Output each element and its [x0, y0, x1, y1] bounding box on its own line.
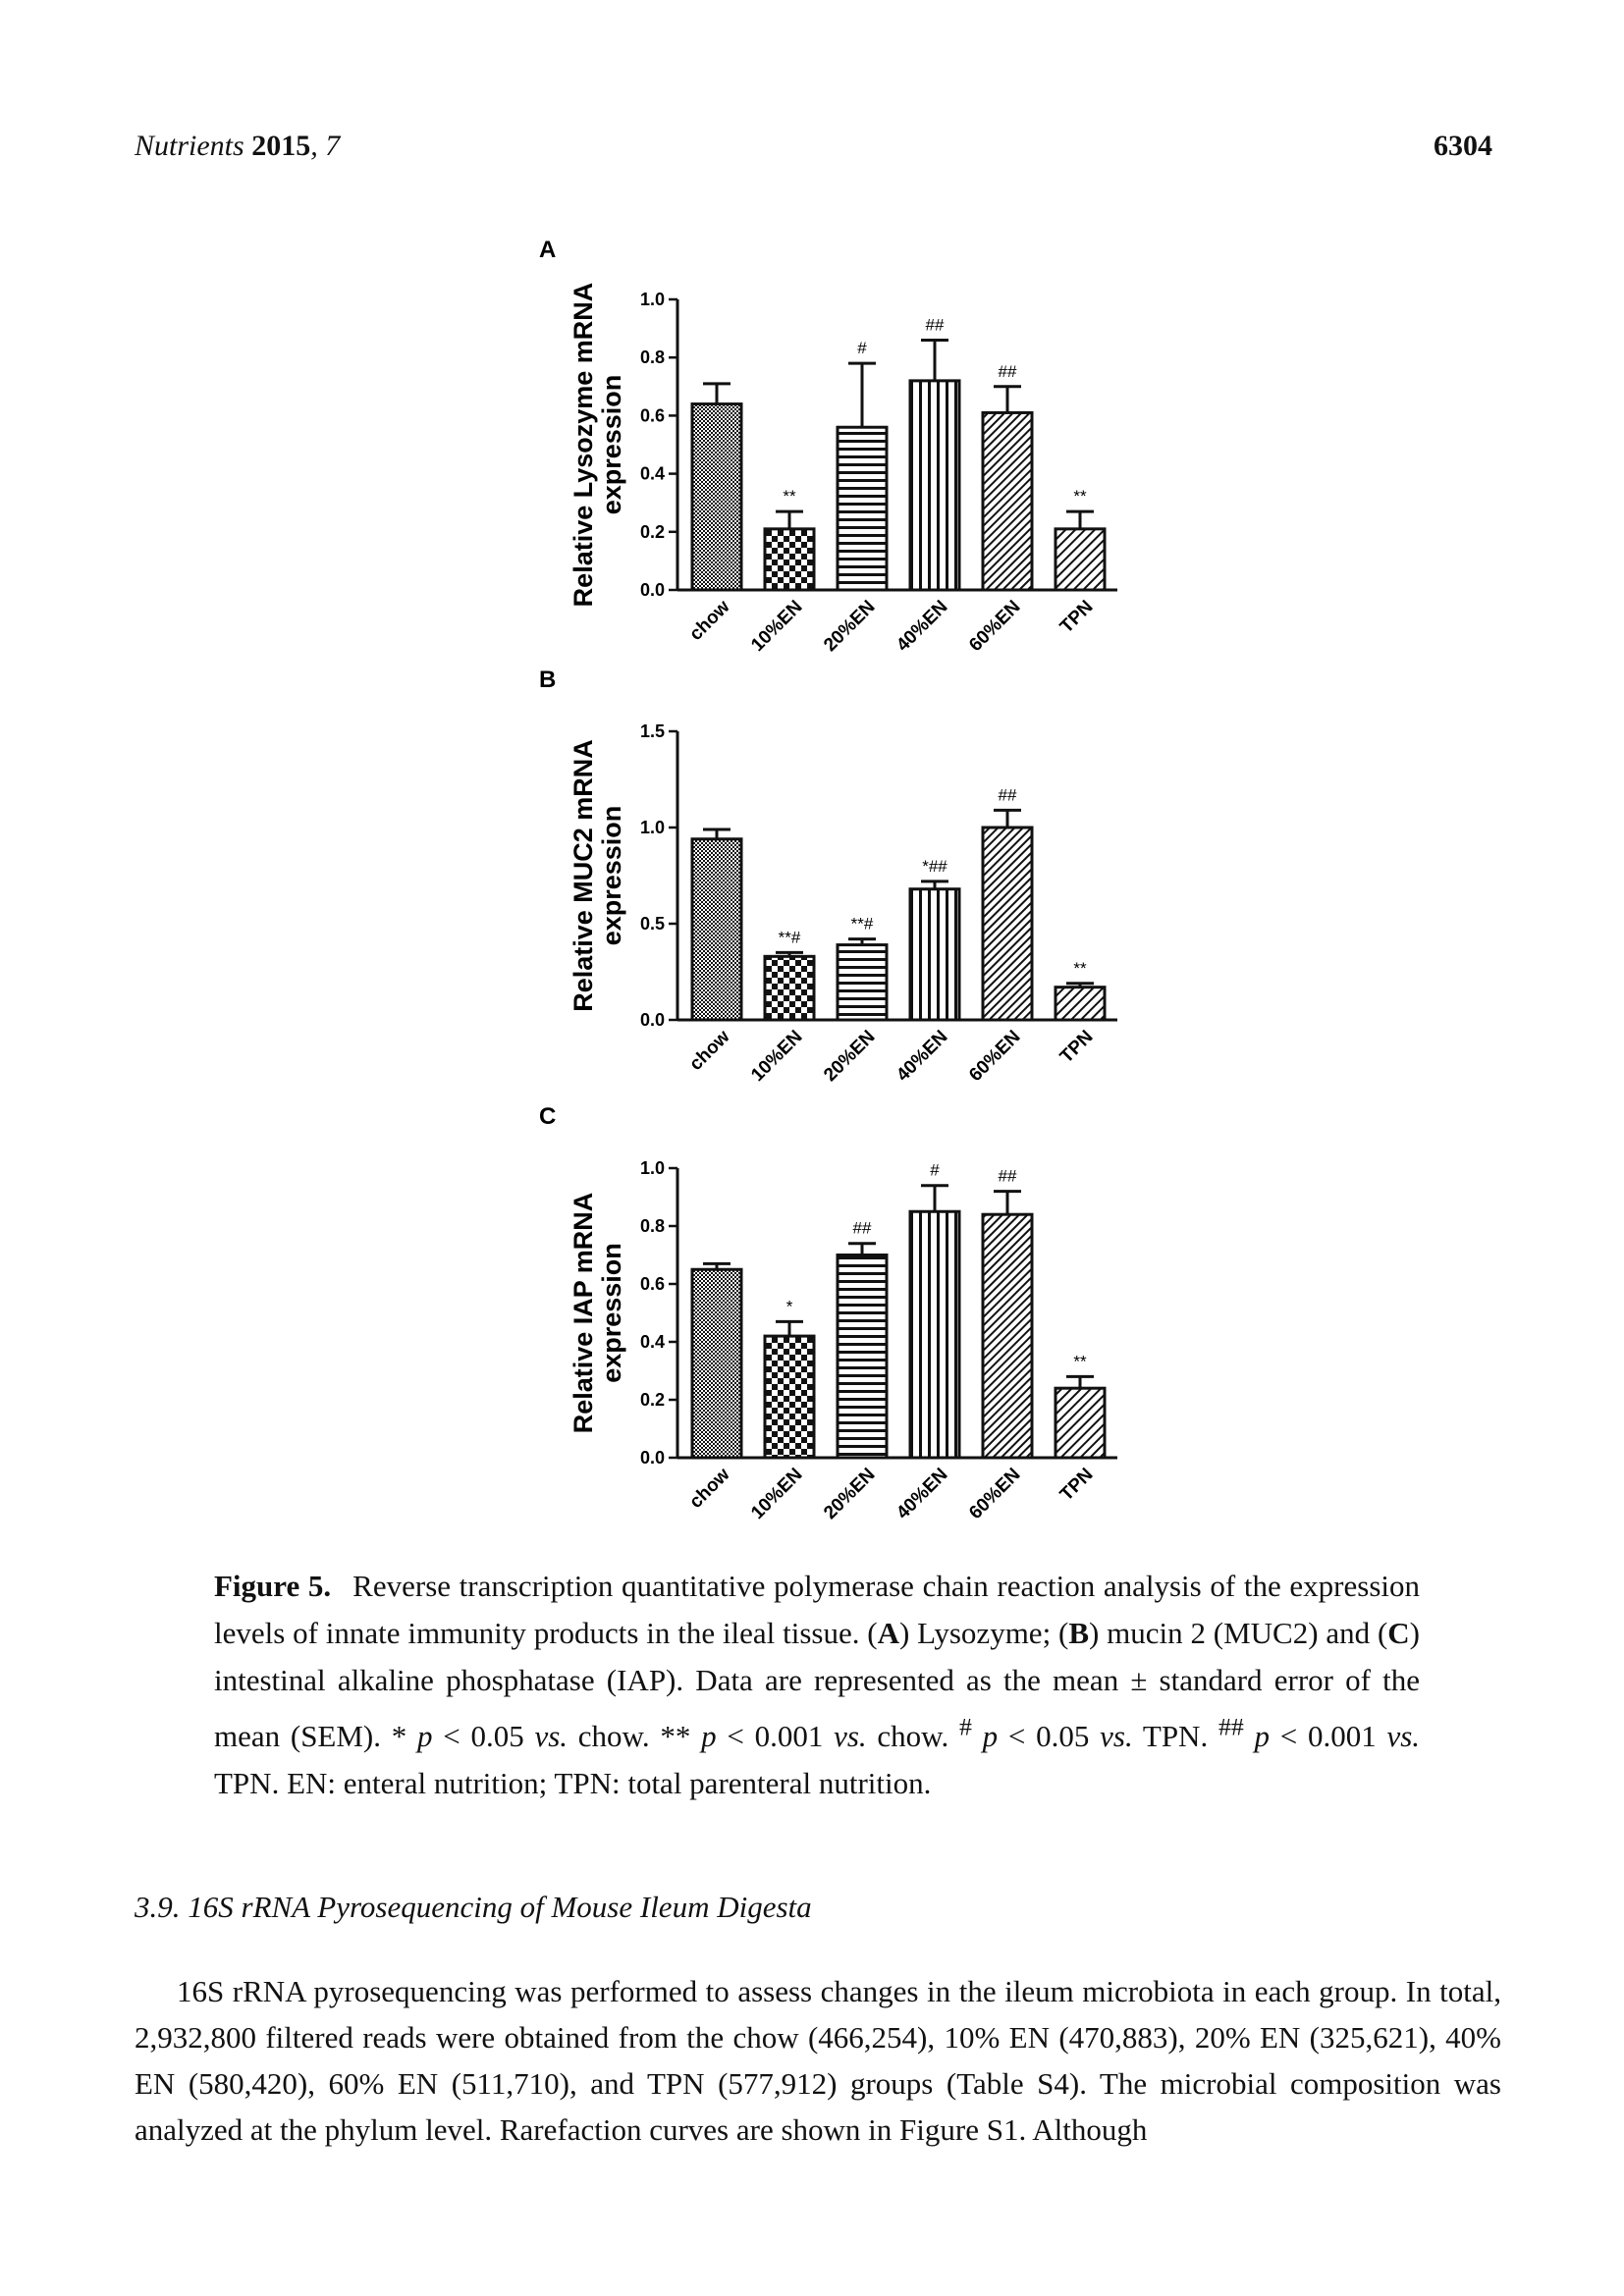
- y-axis-label: expression: [597, 805, 626, 946]
- bar-20pcten: [838, 945, 887, 1020]
- caption-run: [1244, 1719, 1255, 1753]
- journal-year: 2015: [251, 130, 311, 162]
- y-tick-label: 1.5: [639, 721, 665, 741]
- significance-marker: #: [930, 1160, 940, 1180]
- x-tick-label: TPN: [1056, 1026, 1098, 1068]
- caption-run: p: [1254, 1719, 1271, 1754]
- panel-label: A: [539, 237, 557, 263]
- bar-60pcten: [983, 412, 1032, 590]
- y-tick-label: 0.2: [639, 1390, 665, 1410]
- bar-chow: [692, 1269, 741, 1458]
- bar-40pcten: [910, 889, 959, 1020]
- figure-caption: [214, 1563, 1420, 1807]
- bar-10pcten: [765, 1336, 814, 1458]
- significance-marker: **: [1073, 1352, 1087, 1371]
- caption-run: vs.: [834, 1719, 867, 1754]
- chart-panel-a: [539, 237, 1117, 656]
- bar-40pcten: [910, 381, 959, 590]
- significance-marker: ##: [852, 1218, 872, 1238]
- significance-marker: ##: [925, 315, 945, 335]
- bar-10pcten: [765, 529, 814, 590]
- bar-60pcten: [983, 828, 1032, 1020]
- y-tick-label: 0.8: [639, 347, 665, 368]
- x-tick-label: 20%EN: [820, 1026, 880, 1087]
- page-number: 6304: [1434, 130, 1492, 162]
- x-tick-label: 40%EN: [893, 596, 952, 657]
- caption-run: vs.: [534, 1719, 568, 1754]
- caption-run: chow.: [866, 1719, 959, 1754]
- bar-10pcten: [765, 956, 814, 1020]
- x-tick-label: 20%EN: [820, 1464, 880, 1524]
- bar-chow: [692, 839, 741, 1020]
- section-heading: 3.9. 16S rRNA Pyrosequencing of Mouse Ileum Digesta: [135, 1890, 812, 1924]
- x-tick-label: chow: [685, 1464, 734, 1513]
- bar-40pcten: [910, 1211, 959, 1458]
- figure-caption-text: [214, 1569, 1420, 1800]
- y-axis-label: expression: [597, 1243, 626, 1383]
- x-tick-label: 60%EN: [965, 1464, 1025, 1524]
- x-tick-label: TPN: [1056, 1464, 1098, 1506]
- y-tick-label: 0.6: [639, 405, 665, 426]
- x-tick-label: 60%EN: [965, 1026, 1025, 1087]
- bar-tpn: [1056, 529, 1105, 590]
- significance-marker: ##: [998, 785, 1017, 805]
- x-tick-label: chow: [685, 1026, 734, 1075]
- bar-20pcten: [838, 1255, 887, 1459]
- caption-run: < 0.05: [998, 1719, 1101, 1754]
- figure-caption-label: Figure 5.: [214, 1569, 332, 1603]
- panel-label: C: [539, 1103, 557, 1130]
- caption-run: < 0.001: [716, 1719, 835, 1754]
- body-paragraph: 16S rRNA pyrosequencing was performed to assess changes in the ileum microbiota in each group. In total, 2,932,800 filtered reads were obtained from the chow (466,254), 10% EN (470,883), 20% EN (325,621), 40% EN (580,420), 60% EN (511,710), and TPN (577,912) groups (Table S4). The microbial composition was analyzed at the phylum level. Rarefaction curves are shown in Figure S1. Although: [135, 1974, 1501, 2147]
- caption-run: chow. **: [568, 1719, 702, 1754]
- y-tick-label: 0.6: [639, 1274, 665, 1294]
- y-tick-label: 0.0: [639, 580, 665, 600]
- caption-run: p: [982, 1719, 999, 1754]
- caption-run: TPN. EN: enteral nutrition; TPN: total parenteral nutrition.: [214, 1766, 932, 1801]
- caption-run: p: [416, 1719, 433, 1754]
- x-tick-label: 40%EN: [893, 1026, 952, 1087]
- significance-marker: ##: [998, 1166, 1017, 1186]
- y-tick-label: 0.4: [639, 1332, 665, 1352]
- significance-marker: **#: [778, 928, 801, 947]
- caption-run: ) Lysozyme; (: [899, 1616, 1069, 1650]
- y-tick-label: 0.2: [639, 521, 665, 542]
- significance-marker: **: [783, 487, 796, 507]
- x-tick-label: 20%EN: [820, 596, 880, 657]
- caption-run: TPN.: [1132, 1719, 1218, 1754]
- caption-run: [972, 1719, 983, 1753]
- bar-20pcten: [838, 427, 887, 590]
- y-tick-label: 1.0: [639, 818, 665, 837]
- y-tick-label: 0.5: [639, 914, 665, 934]
- significance-marker: **: [1073, 958, 1087, 978]
- y-tick-label: 0.0: [639, 1010, 665, 1030]
- journal-name: Nutrients: [135, 130, 244, 162]
- caption-run: p: [701, 1719, 717, 1754]
- y-tick-label: 0.8: [639, 1216, 665, 1236]
- bar-tpn: [1056, 1388, 1105, 1458]
- x-tick-label: 60%EN: [965, 596, 1025, 657]
- caption-run: B: [1068, 1616, 1090, 1650]
- significance-marker: *##: [922, 856, 947, 876]
- journal-volume: , 7: [310, 130, 341, 162]
- caption-run: #: [959, 1713, 972, 1741]
- caption-run: ) intestinal alkaline phosphatase (IAP). Data are represented as the mean ± standard error of the mean (SEM). *: [214, 1616, 1420, 1754]
- caption-run: Reverse transcription quantitative polymerase chain reaction analysis of the expression levels of innate immunity products in the ileal tissue. (: [214, 1569, 1420, 1650]
- significance-marker: **: [1073, 487, 1087, 507]
- x-tick-label: 10%EN: [747, 1464, 807, 1524]
- y-axis-label: expression: [597, 374, 626, 515]
- caption-run: ) mucin 2 (MUC2) and (: [1089, 1616, 1388, 1650]
- caption-run: A: [877, 1616, 899, 1650]
- y-axis-label: Relative Lysozyme mRNA: [568, 282, 598, 608]
- caption-run: vs.: [1386, 1719, 1421, 1754]
- bar-tpn: [1056, 988, 1105, 1020]
- y-tick-label: 1.0: [639, 1158, 665, 1178]
- caption-run: ##: [1218, 1713, 1244, 1741]
- x-tick-label: 40%EN: [893, 1464, 952, 1524]
- x-tick-label: 10%EN: [747, 1026, 807, 1087]
- significance-marker: #: [857, 339, 867, 358]
- y-axis-label: Relative MUC2 mRNA: [568, 739, 598, 1012]
- x-tick-label: chow: [685, 596, 734, 645]
- caption-run: < 0.05: [432, 1719, 535, 1754]
- chart-panel-c: [539, 1103, 1117, 1523]
- caption-run: vs.: [1100, 1719, 1133, 1754]
- panel-label: B: [539, 667, 557, 693]
- bar-chow: [692, 404, 741, 590]
- chart-panel-b: [539, 667, 1117, 1086]
- significance-marker: **#: [850, 914, 874, 934]
- bar-60pcten: [983, 1214, 1032, 1458]
- significance-marker: *: [785, 1297, 793, 1316]
- y-axis-label: Relative IAP mRNA: [568, 1192, 598, 1434]
- caption-run: < 0.001: [1270, 1719, 1387, 1754]
- y-tick-label: 0.0: [639, 1448, 665, 1468]
- x-tick-label: TPN: [1056, 596, 1098, 638]
- caption-run: C: [1387, 1616, 1410, 1650]
- y-tick-label: 1.0: [639, 290, 665, 309]
- y-tick-label: 0.4: [639, 463, 665, 484]
- significance-marker: ##: [998, 361, 1017, 381]
- x-tick-label: 10%EN: [747, 596, 807, 657]
